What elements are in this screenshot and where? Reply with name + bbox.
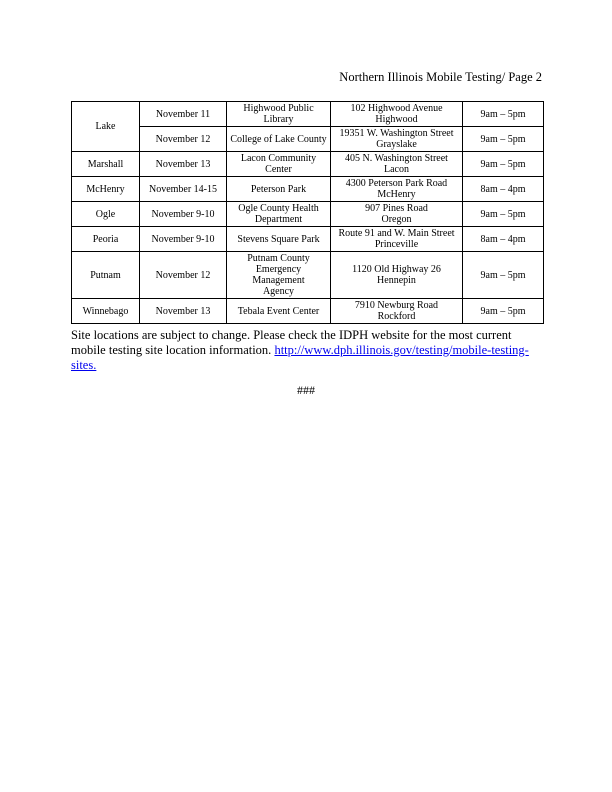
- date-cell: November 9-10: [140, 227, 227, 252]
- address-cell: [331, 202, 463, 227]
- hours-cell: 9am – 5pm: [463, 252, 544, 299]
- location-line: Center: [265, 164, 292, 175]
- testing-sites-table: [71, 101, 544, 324]
- location-cell: [227, 127, 331, 152]
- note-text: Site locations are subject to change. Please check the IDPH website for the most current mobile testing site location information.: [71, 328, 512, 357]
- date-cell: November 9-10: [140, 202, 227, 227]
- address-cell: [331, 252, 463, 299]
- location-line: Peterson Park: [250, 183, 307, 195]
- hours-cell: 8am – 4pm: [463, 177, 544, 202]
- date-cell: November 11: [140, 102, 227, 127]
- address-line: 19351 W. Washington Street: [339, 128, 454, 139]
- address-cell: [331, 127, 463, 152]
- table-row: [72, 299, 544, 324]
- end-mark: ###: [297, 383, 315, 397]
- county-cell: Putnam: [72, 252, 140, 299]
- address-line: 7910 Newburg Road: [354, 300, 439, 311]
- location-line: Lacon Community: [240, 153, 317, 164]
- address-line: Lacon: [384, 164, 409, 175]
- address-line: 907 Pines Road: [365, 203, 428, 214]
- location-line: Agency: [262, 286, 295, 297]
- date-cell: November 12: [140, 127, 227, 152]
- table-row: [72, 202, 544, 227]
- address-line: 102 Highwood Avenue: [350, 103, 443, 114]
- location-cell: [227, 102, 331, 127]
- idph-website-link[interactable]: http://www.dph.illinois.gov/testing/mobile-testing-sites.: [71, 343, 529, 372]
- hours-cell: 8am – 4pm: [463, 227, 544, 252]
- address-line: Hennepin: [377, 275, 416, 286]
- county-cell: Marshall: [72, 152, 140, 177]
- location-cell: [227, 252, 331, 299]
- location-cell: [227, 152, 331, 177]
- table-row: [72, 152, 544, 177]
- hours-cell: 9am – 5pm: [463, 202, 544, 227]
- table-row: [72, 252, 544, 299]
- location-line: Highwood Public: [243, 103, 314, 114]
- address-cell: [331, 299, 463, 324]
- county-cell: Lake: [72, 102, 140, 152]
- address-line: 1120 Old Highway 26: [352, 264, 441, 275]
- date-cell: November 13: [140, 299, 227, 324]
- location-cell: [227, 177, 331, 202]
- address-line: McHenry: [377, 189, 416, 200]
- address-cell: [331, 177, 463, 202]
- location-cell: [227, 227, 331, 252]
- county-cell: Winnebago: [72, 299, 140, 324]
- location-line: Emergency Management: [252, 264, 305, 286]
- date-cell: November 12: [140, 252, 227, 299]
- table-row: [72, 102, 544, 127]
- county-cell: McHenry: [72, 177, 140, 202]
- hours-cell: 9am – 5pm: [463, 127, 544, 152]
- location-line: Putnam County: [247, 253, 310, 264]
- table-row: [72, 177, 544, 202]
- site-change-note: [71, 328, 541, 373]
- hours-cell: 9am – 5pm: [463, 299, 544, 324]
- address-line: Grayslake: [376, 139, 417, 150]
- location-cell: [227, 299, 331, 324]
- location-line: Department: [254, 214, 303, 225]
- address-line: Route 91 and W. Main Street: [338, 228, 455, 239]
- location-line: Library: [263, 114, 294, 125]
- hours-cell: 9am – 5pm: [463, 152, 544, 177]
- county-cell: Peoria: [72, 227, 140, 252]
- address-cell: [331, 227, 463, 252]
- page-header: Northern Illinois Mobile Testing/ Page 2: [339, 70, 542, 84]
- county-cell: Ogle: [72, 202, 140, 227]
- location-line: College of Lake County: [230, 133, 327, 145]
- table-row: [72, 127, 544, 152]
- location-line: Ogle County Health: [238, 203, 319, 214]
- location-line: Stevens Square Park: [237, 233, 320, 245]
- address-cell: [331, 102, 463, 127]
- date-cell: November 14-15: [140, 177, 227, 202]
- address-line: 405 N. Washington Street: [345, 153, 448, 164]
- location-line: Tebala Event Center: [237, 305, 320, 317]
- date-cell: November 13: [140, 152, 227, 177]
- address-line: 4300 Peterson Park Road: [345, 178, 448, 189]
- address-line: Rockford: [377, 311, 416, 322]
- location-cell: [227, 202, 331, 227]
- table-row: [72, 227, 544, 252]
- address-cell: [331, 152, 463, 177]
- address-line: Princeville: [374, 239, 419, 250]
- hours-cell: 9am – 5pm: [463, 102, 544, 127]
- address-line: Oregon: [381, 214, 412, 225]
- address-line: Highwood: [375, 114, 418, 125]
